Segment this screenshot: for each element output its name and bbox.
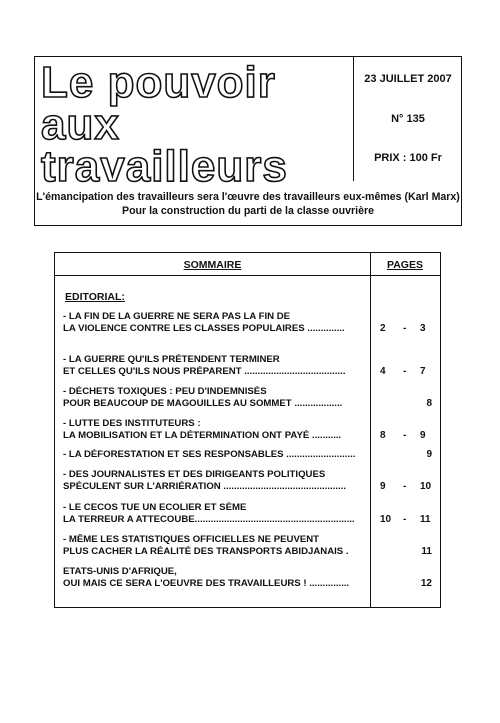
toc-entry-line: ET CELLES QU'ILS NOUS PRÉPARENT ...................................... <box>63 366 346 377</box>
page-separator: - <box>403 430 407 441</box>
newspaper-title-line-1: Le pouvoir <box>41 58 276 107</box>
page-number: 11 <box>421 546 432 557</box>
toc-entry <box>63 502 363 526</box>
toc-entry <box>63 386 363 410</box>
toc-entry-line: - LA FIN DE LA GUERRE NE SERA PAS LA FIN DE <box>63 311 291 322</box>
toc-entry-line: SPÉCULENT SUR L'ARRIÉRATION .............................................. <box>63 481 347 492</box>
toc-heading: SOMMAIRE <box>183 259 242 271</box>
page-to: 3 <box>420 323 426 334</box>
toc-entry-line: LA MOBILISATION ET LA DÉTERMINATION ONT PAYÉ ........... <box>63 430 342 441</box>
toc-entry-line: PLUS CACHER LA RÉALITÉ DES TRANSPORTS ABIDJANAIS . <box>63 546 349 557</box>
toc-entry-line: - DES JOURNALISTES ET DES DIRIGEANTS POLITIQUES <box>63 469 326 480</box>
toc-entry-line: - LA GUERRE QU'ILS PRÉTENDENT TERMINER <box>63 354 280 365</box>
toc-entry <box>63 354 363 378</box>
toc-entry <box>63 449 363 461</box>
motto-subtitle: Pour la construction du parti de la classe ouvrière <box>122 205 374 217</box>
page-number: 12 <box>420 578 432 589</box>
page-from: 8 <box>380 430 386 441</box>
page-to: 9 <box>420 430 426 441</box>
page-to: 11 <box>420 514 431 525</box>
issue-date: 23 JUILLET 2007 <box>364 73 452 85</box>
toc-entry-line: - DÉCHETS TOXIQUES : PEU D'INDEMNISÉS <box>63 386 267 397</box>
page-number: 8 <box>426 398 432 409</box>
pages-column-divider <box>370 253 371 607</box>
page-to: 10 <box>420 481 432 492</box>
toc-entry-line: - LA DÉFORESTATION ET SES RESPONSABLES .......................... <box>63 449 356 460</box>
page-separator: - <box>403 366 407 377</box>
page-separator: - <box>403 514 407 525</box>
newspaper-title-line-3: travailleurs <box>41 142 288 191</box>
page-separator: - <box>403 481 407 492</box>
toc-entry <box>63 311 363 335</box>
newspaper-title-line-2: aux <box>41 100 120 149</box>
toc-entry-line: OUI MAIS CE SERA L'OEUVRE DES TRAVAILLEURS ! ............... <box>63 578 350 589</box>
page-from: 9 <box>380 481 386 492</box>
masthead <box>34 56 462 226</box>
toc-entry <box>63 418 363 442</box>
toc-entry-line: LA VIOLENCE CONTRE LES CLASSES POPULAIRES .............. <box>63 323 345 334</box>
toc-entry <box>63 534 363 558</box>
table-of-contents <box>54 252 441 608</box>
page-from: 4 <box>380 366 386 377</box>
page-separator: - <box>403 323 407 334</box>
page-number: 9 <box>426 449 432 460</box>
toc-entry-line: - LE CECOS TUE UN ECOLIER ET SÈME <box>63 502 247 513</box>
pages-heading: PAGES <box>387 259 423 271</box>
page-from: 10 <box>380 514 392 525</box>
section-label-editorial: EDITORIAL: <box>65 291 125 303</box>
toc-header-rule <box>55 275 440 276</box>
page-from: 2 <box>380 323 386 334</box>
toc-entry <box>63 469 363 493</box>
toc-entry-line: POUR BEAUCOUP DE MAGOUILLES AU SOMMET .................. <box>63 398 343 409</box>
motto-quote: L'émancipation des travailleurs sera l'œuvre des travailleurs eux-mêmes (Karl Marx) <box>36 191 460 203</box>
toc-entry-line: ETATS-UNIS D'AFRIQUE, <box>63 566 177 577</box>
toc-entry <box>63 566 363 590</box>
issue-price: PRIX : 100 Fr <box>374 152 442 164</box>
issue-number: N° 135 <box>391 113 425 125</box>
toc-entry-line: LA TERREUR A ATTECOUBE............................................................ <box>63 514 355 525</box>
toc-entry-line: - MÊME LES STATISTIQUES OFFICIELLES NE PEUVENT <box>63 534 320 545</box>
page-to: 7 <box>420 366 426 377</box>
toc-entry-line: - LUTTE DES INSTITUTEURS : <box>63 418 201 429</box>
